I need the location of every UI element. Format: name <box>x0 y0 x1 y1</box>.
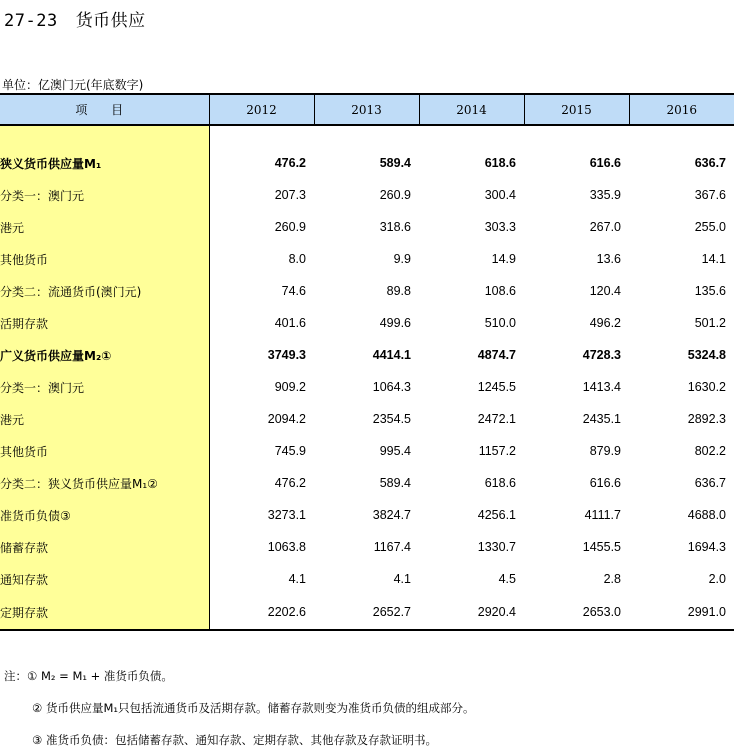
value-cell: 802.2 <box>694 444 726 458</box>
row-label: 分类二：流通货币(澳门元) <box>0 275 209 307</box>
table-row <box>0 339 734 371</box>
value-cell: 14.1 <box>701 252 726 266</box>
value-cell: 2202.6 <box>209 595 314 630</box>
table-row <box>0 435 734 467</box>
row-label: 准货币负债③ <box>0 499 209 531</box>
footnote: ② 货币供应量M₁只包括流通货币及活期存款。储蓄存款则变为准货币负债的组成部分。 <box>32 701 475 715</box>
value-cell: 2.8 <box>603 572 621 586</box>
value-cell: 74.6 <box>281 284 306 298</box>
value-cell: 909.2 <box>274 380 306 394</box>
value-cell: 300.4 <box>484 188 516 202</box>
table-row <box>0 563 734 595</box>
row-label: 其他货币 <box>0 243 209 275</box>
value-cell: 2892.3 <box>687 412 726 426</box>
row-label: 通知存款 <box>0 563 209 595</box>
value-cell: 1157.2 <box>478 444 516 458</box>
item-column-header: 项 目 <box>0 94 209 125</box>
year-column-header: 2014 <box>419 94 524 125</box>
value-cell: 879.9 <box>589 444 621 458</box>
value-cell: 2991.0 <box>629 595 734 630</box>
year-column-header: 2016 <box>629 94 734 125</box>
value-cell: 4.1 <box>288 572 306 586</box>
row-label: 分类一：澳门元 <box>0 371 209 403</box>
value-cell: 4111.7 <box>584 508 621 522</box>
value-cell: 4256.1 <box>477 508 516 522</box>
table-number: 27-23 <box>4 11 58 31</box>
footnote: ③ 准货币负债：包括储蓄存款、通知存款、定期存款、其他存款及存款证明书。 <box>32 733 437 747</box>
value-cell: 3749.3 <box>267 348 306 362</box>
row-label: 港元 <box>0 211 209 243</box>
value-cell: 14.9 <box>491 252 516 266</box>
value-cell: 589.4 <box>379 156 411 170</box>
spacer-label-cell <box>0 125 209 147</box>
value-cell: 2.0 <box>708 572 726 586</box>
value-cell: 267.0 <box>589 220 621 234</box>
value-cell: 318.6 <box>379 220 411 234</box>
value-cell: 2435.1 <box>582 412 621 426</box>
value-cell: 616.6 <box>589 476 621 490</box>
value-cell: 260.9 <box>274 220 306 234</box>
value-cell: 1413.4 <box>582 380 621 394</box>
row-label: 其他货币 <box>0 435 209 467</box>
footnote: 注：① M₂ = M₁ + 准货币负债。 <box>4 669 173 683</box>
value-cell: 618.6 <box>484 476 516 490</box>
value-cell: 1330.7 <box>477 540 516 554</box>
value-cell: 2653.0 <box>524 595 629 630</box>
value-cell: 2472.1 <box>477 412 516 426</box>
table-row <box>0 179 734 211</box>
value-cell: 1694.3 <box>687 540 726 554</box>
value-cell: 1630.2 <box>687 380 726 394</box>
value-cell: 303.3 <box>484 220 516 234</box>
table-row <box>0 147 734 179</box>
value-cell: 501.2 <box>694 316 726 330</box>
row-label: 狭义货币供应量M₁ <box>0 147 209 179</box>
value-cell: 207.3 <box>274 188 306 202</box>
value-cell: 108.6 <box>484 284 516 298</box>
value-cell: 260.9 <box>379 188 411 202</box>
table-row <box>0 211 734 243</box>
value-cell: 13.6 <box>596 252 621 266</box>
value-cell: 4.1 <box>393 572 411 586</box>
value-cell: 476.2 <box>274 156 306 170</box>
value-cell: 4874.7 <box>477 348 516 362</box>
value-cell: 255.0 <box>694 220 726 234</box>
value-cell: 135.6 <box>694 284 726 298</box>
table-row <box>0 467 734 499</box>
value-cell: 120.4 <box>589 284 621 298</box>
value-cell: 2094.2 <box>267 412 306 426</box>
table-row <box>0 243 734 275</box>
value-cell: 2920.4 <box>419 595 524 630</box>
table-title: 货币供应 <box>75 11 146 31</box>
row-label: 分类二：狭义货币供应量M₁② <box>0 467 209 499</box>
value-cell: 4414.1 <box>372 348 411 362</box>
year-column-header: 2013 <box>314 94 419 125</box>
value-cell: 476.2 <box>274 476 306 490</box>
value-cell: 1063.8 <box>267 540 306 554</box>
table-row <box>0 371 734 403</box>
value-cell: 401.6 <box>274 316 306 330</box>
unit-label: 单位：亿澳门元(年底数字) <box>2 78 144 92</box>
table-row <box>0 531 734 563</box>
value-cell: 1064.3 <box>372 380 411 394</box>
value-cell: 335.9 <box>589 188 621 202</box>
value-cell: 496.2 <box>589 316 621 330</box>
year-column-header: 2015 <box>524 94 629 125</box>
money-supply-table <box>0 93 734 631</box>
value-cell: 1245.5 <box>477 380 516 394</box>
table-row <box>0 403 734 435</box>
row-label: 定期存款 <box>0 595 209 630</box>
value-cell: 1455.5 <box>582 540 621 554</box>
value-cell: 9.9 <box>393 252 411 266</box>
value-cell: 4.5 <box>498 572 516 586</box>
value-cell: 89.8 <box>386 284 411 298</box>
row-label: 储蓄存款 <box>0 531 209 563</box>
value-cell: 3824.7 <box>372 508 411 522</box>
value-cell: 8.0 <box>288 252 306 266</box>
header-row <box>0 94 734 125</box>
spacer-row <box>0 125 734 147</box>
table-row <box>0 275 734 307</box>
year-column-header: 2012 <box>209 94 314 125</box>
value-cell: 1167.4 <box>373 540 411 554</box>
row-label: 分类一：澳门元 <box>0 179 209 211</box>
row-label: 活期存款 <box>0 307 209 339</box>
value-cell: 4688.0 <box>687 508 726 522</box>
page-title <box>4 6 146 31</box>
value-cell: 589.4 <box>379 476 411 490</box>
value-cell: 510.0 <box>484 316 516 330</box>
value-cell: 616.6 <box>589 156 621 170</box>
value-cell: 3273.1 <box>267 508 306 522</box>
table-row <box>0 499 734 531</box>
value-cell: 5324.8 <box>687 348 726 362</box>
value-cell: 499.6 <box>379 316 411 330</box>
value-cell: 636.7 <box>694 156 726 170</box>
row-label: 广义货币供应量M₂① <box>0 339 209 371</box>
table-row <box>0 595 734 630</box>
value-cell: 2354.5 <box>372 412 411 426</box>
row-label: 港元 <box>0 403 209 435</box>
value-cell: 618.6 <box>484 156 516 170</box>
value-cell: 2652.7 <box>314 595 419 630</box>
value-cell: 995.4 <box>379 444 411 458</box>
value-cell: 636.7 <box>694 476 726 490</box>
table-row <box>0 307 734 339</box>
value-cell: 367.6 <box>694 188 726 202</box>
value-cell: 4728.3 <box>582 348 621 362</box>
value-cell: 745.9 <box>274 444 306 458</box>
